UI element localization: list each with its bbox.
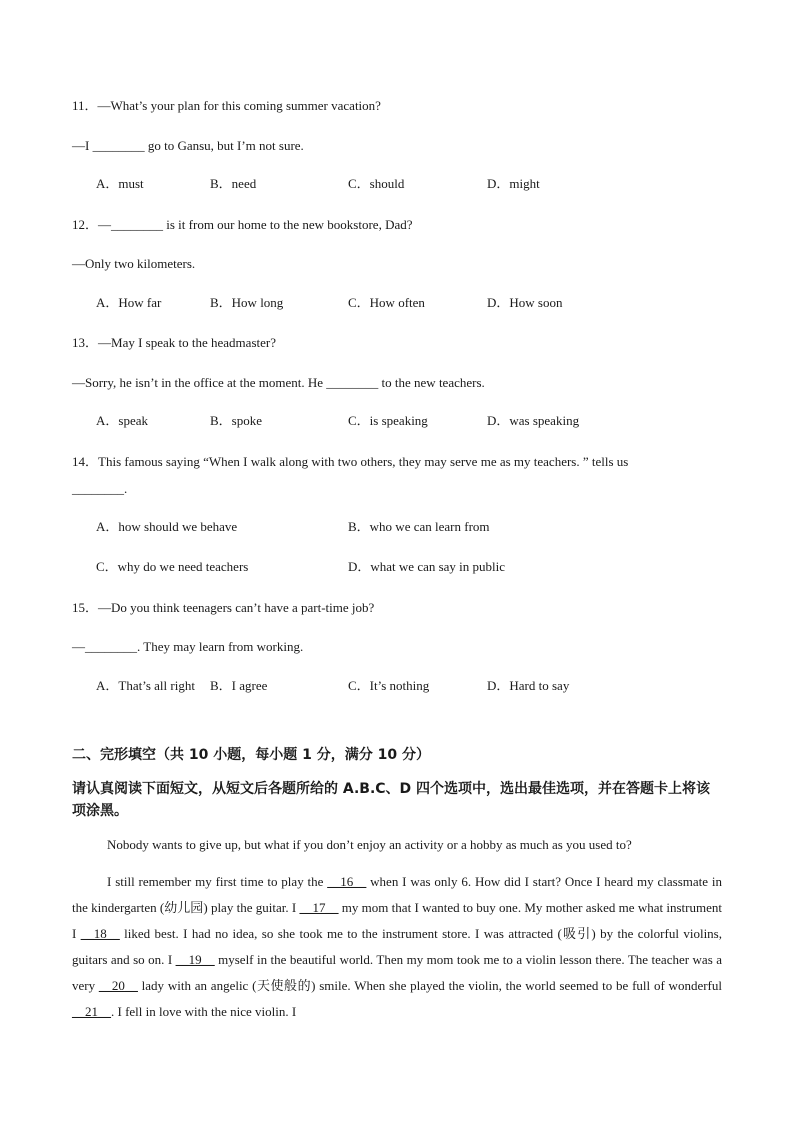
blank-18: __18__	[80, 926, 120, 941]
question-15-stem	[72, 599, 374, 616]
question-13-line2: —Sorry, he isn’t in the office at the moment. He ________ to the new teachers.	[72, 375, 485, 390]
question-number: 13．	[72, 335, 99, 350]
option-d: D．was speaking	[487, 413, 580, 428]
question-12-stem	[72, 216, 413, 233]
blank-19: __19__	[175, 952, 215, 967]
question-text: This famous saying “When I walk along with two others, they may serve me as my teachers. ” tells us	[98, 454, 629, 469]
option-b: B．who we can learn from	[348, 519, 490, 534]
blank-20: __20__	[98, 978, 138, 993]
option-b: B．spoke	[210, 413, 263, 428]
question-13-stem	[72, 334, 276, 351]
question-11-line2: —I ________ go to Gansu, but I’m not sure.	[72, 138, 304, 153]
passage-text: my mom that I wanted to buy one. My mother asked me what instrument I	[72, 900, 722, 941]
question-12-line2: —Only two kilometers.	[72, 256, 196, 271]
section-instruction: 请认真阅读下面短文，从短文后各题所给的 A.B.C、D 四个选项中，选出最佳选项，并在答题卡上将该项涂黑。	[72, 781, 711, 819]
passage-text: . I fell in love with the nice violin. I	[111, 1004, 297, 1019]
option-b: B．I agree	[210, 678, 268, 693]
question-14-line2: ________.	[72, 481, 128, 496]
question-number: 14．	[72, 454, 99, 469]
option-a: A．how should we behave	[96, 519, 238, 534]
question-number: 11．	[72, 98, 98, 113]
option-c: C．should	[348, 176, 405, 191]
option-c: C．why do we need teachers	[96, 559, 249, 574]
option-a: A．must	[96, 176, 144, 191]
option-c: C．It’s nothing	[348, 678, 430, 693]
passage-text: lady with an angelic (天使般的) smile. When she played the violin, the world seemed to be full of wonderful	[137, 978, 722, 993]
option-a: A．speak	[96, 413, 148, 428]
option-a: A．How far	[96, 295, 162, 310]
passage-paragraph-1: Nobody wants to give up, but what if you don’t enjoy an activity or a hobby as much as you used to?	[107, 837, 632, 852]
option-c: C．How often	[348, 295, 425, 310]
passage-paragraph-2	[72, 869, 722, 1025]
question-11-stem	[72, 97, 381, 114]
blank-17: __17__	[299, 900, 339, 915]
blank-16: __16__	[327, 874, 367, 889]
question-text: —What’s your plan for this coming summer vacation?	[97, 98, 381, 113]
passage-text: when I was only 6. How did I start? Once I heard my classmate in the kindergarten (幼儿园) play the guitar. I	[72, 874, 722, 915]
option-b: B．need	[210, 176, 257, 191]
passage-text: I still remember my first time to play the	[107, 874, 328, 889]
cloze-passage	[72, 832, 722, 1025]
question-number: 15．	[72, 600, 99, 615]
question-number: 12．	[72, 217, 99, 232]
question-text: —Do you think teenagers can’t have a part-time job?	[98, 600, 375, 615]
question-text: —May I speak to the headmaster?	[98, 335, 276, 350]
question-14-stem	[72, 453, 628, 470]
section-title: 二、完形填空（共 10 小题，每小题 1 分，满分 10 分）	[72, 747, 430, 763]
passage-text: myself in the beautiful world. Then my mom took me to a violin lesson there. The teacher was a very	[72, 952, 722, 993]
option-d: D．How soon	[487, 295, 563, 310]
option-d: D．might	[487, 176, 540, 191]
option-d: D．Hard to say	[487, 678, 570, 693]
passage-text: liked best. I had no idea, so she took me to the instrument store. I was attracted (吸引) by the colorful violins, guitars and so on. I	[72, 926, 722, 967]
option-b: B．How long	[210, 295, 284, 310]
option-a: A．That’s all right	[96, 678, 195, 693]
question-text: —________ is it from our home to the new bookstore, Dad?	[98, 217, 413, 232]
blank-21: __21__	[72, 1004, 111, 1019]
option-d: D．what we can say in public	[348, 559, 506, 574]
question-15-line2: —________. They may learn from working.	[72, 639, 304, 654]
option-c: C．is speaking	[348, 413, 428, 428]
